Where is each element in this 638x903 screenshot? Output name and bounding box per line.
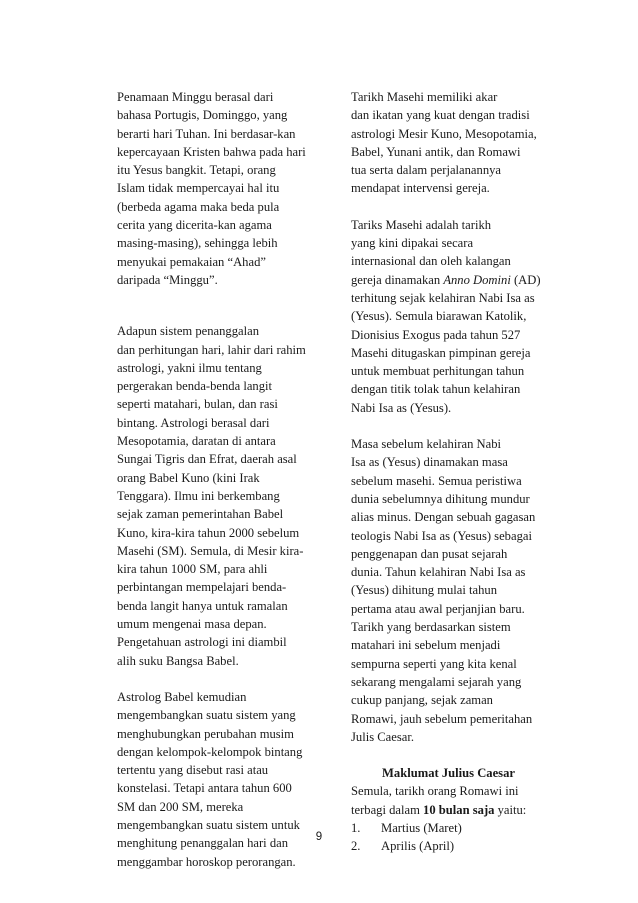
paragraph-astrolog-babel: Astrolog Babel kemudian mengembangkan suatu sistem yang menghubungkan perubahan musim dengan kelompok-kelompok bintang tertentu yang disebut rasi atau konstelasi. Tetapi antara tahun 600 SM dan 200 SM, mereka mengembangkan suatu sistem untuk menghitung penanggalan hari dan menggambar horoskop perorangan.: [117, 689, 303, 869]
paragraph-anno-domini: [351, 216, 546, 417]
paragraph-gap: [351, 417, 546, 435]
list-number: 2.: [351, 839, 361, 854]
paragraph-gap: [351, 198, 546, 216]
paragraph-astrologi: Adapun sistem penanggalan dan perhitungan hari, lahir dari rahim astrologi, yakni ilmu tentang pergerakan benda-benda langit seperti matahari, bulan, dan rasi bintang. Astrologi berasal dari Mesopotamia, daratan di antara Sungai Tigris dan Efrat, daerah asal orang Babel Kuno (kini Irak Tenggara). Ilmu ini berkembang sejak zaman pemerintahan Babel Kuno, kira-kira tahun 2000 sebelum Masehi (SM). Semula, di Mesir kira- kira tahun 1000 SM, para ahli perbintangan mempelajari benda- benda langit hanya untuk ramalan umum mengenai masa depan. Pengetahuan astrologi ini diambil alih suku Bangsa Babel.: [117, 324, 306, 668]
text-span: yaitu:: [494, 802, 527, 817]
paragraph-gap: [117, 289, 321, 322]
section-heading: Maklumat Julius Caesar: [382, 766, 515, 781]
paragraph-tarikh-masehi-roots: Tarikh Masehi memiliki akar dan ikatan yang kuat dengan tradisi astrologi Mesir Kuno, Mesopotamia, Babel, Yunani antik, dan Romawi tua serta dalam perjalanannya mendapat intervensi gereja.: [351, 90, 537, 196]
list-number: 1.: [351, 820, 361, 835]
page-number: 9: [315, 831, 323, 843]
paragraph-gap: [117, 670, 321, 688]
text-span: (AD) terhitung sejak kelahiran Nabi Isa as (Yesus). Semula biarawan Katolik, Dionisius Exogus pada tahun 527 Masehi ditugaskan pimpinan gereja untuk membuat perhitungan tahun dengan titik tolak tahun kelahiran Nabi Isa as (Yesus).: [351, 272, 541, 415]
paragraph-sebelum-masehi: Masa sebelum kelahiran Nabi Isa as (Yesus) dinamakan masa sebelum masehi. Semua peristiwa dunia sebelumnya dihitung mundur alias minus. Dengan sebuah gagasan teologis Nabi Isa as (Yesus) sebagai penggenapan dan pusat sejarah dunia. Tahun kelahiran Nabi Isa as (Yesus) dihitung mulai tahun pertama atau awal perjanjian baru. Tarikh yang berdasarkan sistem matahari ini sebelum menjadi sempurna seperti yang kita kenal sekarang mengalami sejarah yang cukup panjang, sejak zaman Romawi, jauh sebelum pemeritahan Julis Caesar.: [351, 437, 536, 744]
paragraph-romawi-months: [351, 782, 546, 819]
text-span: Semula, tarikh orang Romawi ini terbagi dalam: [351, 784, 519, 817]
paragraph-minggu-origin: Penamaan Minggu berasal dari bahasa Portugis, Dominggo, yang berarti hari Tuhan. Ini berdasar-kan kepercayaan Kristen bahwa pada hari itu Yesus bangkit. Tetapi, orang Islam tidak mempercayai hal itu (berbeda agama maka beda pula cerita yang dicerita-kan agama masing-masing), sehingga lebih menyukai pemakaian “Ahad” daripada “Minggu”.: [117, 90, 306, 287]
italic-term: Anno Domini: [443, 272, 511, 287]
text-span: Tariks Masehi adalah tarikh yang kini dipakai secara internasional dan oleh kalangan gereja dinamakan: [351, 217, 511, 287]
left-column: [117, 88, 321, 871]
bold-phrase: 10 bulan saja: [423, 802, 495, 817]
list-text: Aprilis (April): [381, 839, 455, 854]
list-text: Martius (Maret): [381, 820, 462, 835]
paragraph-gap: [351, 746, 546, 764]
right-column: [351, 88, 546, 856]
